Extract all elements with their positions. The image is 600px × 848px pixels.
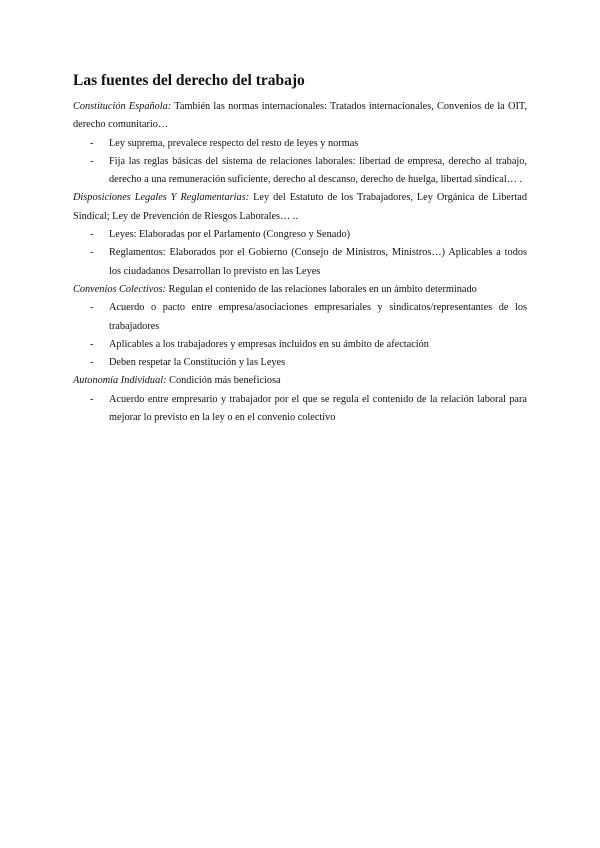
section-disposiciones bbox=[73, 189, 527, 280]
section-text: Ley del Estatuto de los Trabajadores, Ley Orgánica de Libertad Sindical; Ley de Prevención de Riesgos Laborales… .. bbox=[73, 192, 528, 222]
section-text: Condición más beneficiosa bbox=[169, 375, 281, 387]
list-item-text: Acuerdo entre empresario y trabajador por el que se regula el contenido de la relación laboral para mejorar lo previsto en la ley o en el convenio colectivo bbox=[109, 393, 527, 424]
dash-bullet: - bbox=[90, 137, 94, 149]
section-paragraph bbox=[73, 98, 527, 135]
list-item-text: Ley suprema, prevalece respecto del resto de leyes y normas bbox=[109, 137, 359, 149]
dash-bullet: - bbox=[90, 357, 94, 369]
section-list bbox=[73, 391, 527, 428]
dash-bullet: - bbox=[90, 247, 94, 259]
section-label: Autonomía Individual: bbox=[73, 375, 167, 387]
section-paragraph bbox=[73, 189, 527, 226]
list-item bbox=[73, 135, 527, 153]
section-convenios bbox=[73, 281, 527, 372]
dash-bullet: - bbox=[90, 393, 94, 405]
list-item bbox=[73, 354, 527, 372]
list-item bbox=[73, 244, 527, 281]
section-label: Constitución Española: bbox=[73, 101, 172, 112]
section-text: También las normas internacionales: Tratados internacionales, Convenios de la OIT, derecho comunitario… bbox=[73, 101, 527, 131]
list-item bbox=[73, 391, 527, 428]
dash-bullet: - bbox=[90, 338, 94, 350]
section-list bbox=[73, 299, 527, 372]
list-item bbox=[73, 336, 527, 354]
list-item-text: Aplicables a los trabajadores y empresas incluidos en su ámbito de afectación bbox=[109, 338, 429, 350]
section-text: Regulan el contenido de las relaciones laborales en un ámbito determinado bbox=[168, 283, 477, 295]
list-item-text: Fija las reglas básicas del sistema de relaciones laborales: libertad de empresa, derecho al trabajo, derecho a una remuneración suficiente, derecho al descanso, derecho de huelga, libertad sindical… . bbox=[109, 155, 527, 186]
section-list bbox=[73, 226, 527, 281]
page-title: Las fuentes del derecho del trabajo bbox=[73, 72, 305, 89]
dash-bullet: - bbox=[90, 155, 94, 167]
dash-bullet: - bbox=[90, 229, 94, 241]
list-item bbox=[73, 299, 527, 336]
section-paragraph bbox=[73, 372, 527, 390]
dash-bullet: - bbox=[90, 302, 94, 314]
list-item bbox=[73, 153, 527, 190]
section-constitucion bbox=[73, 98, 527, 189]
section-label: Convenios Colectivos: bbox=[73, 283, 166, 295]
section-autonomia bbox=[73, 372, 527, 427]
list-item-text: Leyes: Elaboradas por el Parlamento (Congreso y Senado) bbox=[109, 229, 351, 241]
section-label: Disposiciones Legales Y Reglamentarias: bbox=[73, 192, 250, 204]
document-body bbox=[73, 72, 527, 427]
section-paragraph bbox=[73, 281, 527, 299]
list-item-text: Deben respetar la Constitución y las Leyes bbox=[109, 357, 286, 369]
list-item bbox=[73, 226, 527, 244]
list-item-text: Reglamentos: Elaborados por el Gobierno (Consejo de Ministros, Ministros…) Aplicables a todos los ciudadanos Desarrollan lo previsto en las Leyes bbox=[109, 247, 527, 277]
section-list bbox=[73, 135, 527, 190]
list-item-text: Acuerdo o pacto entre empresa/asociaciones empresariales y sindicatos/representantes de los trabajadores bbox=[109, 302, 527, 332]
